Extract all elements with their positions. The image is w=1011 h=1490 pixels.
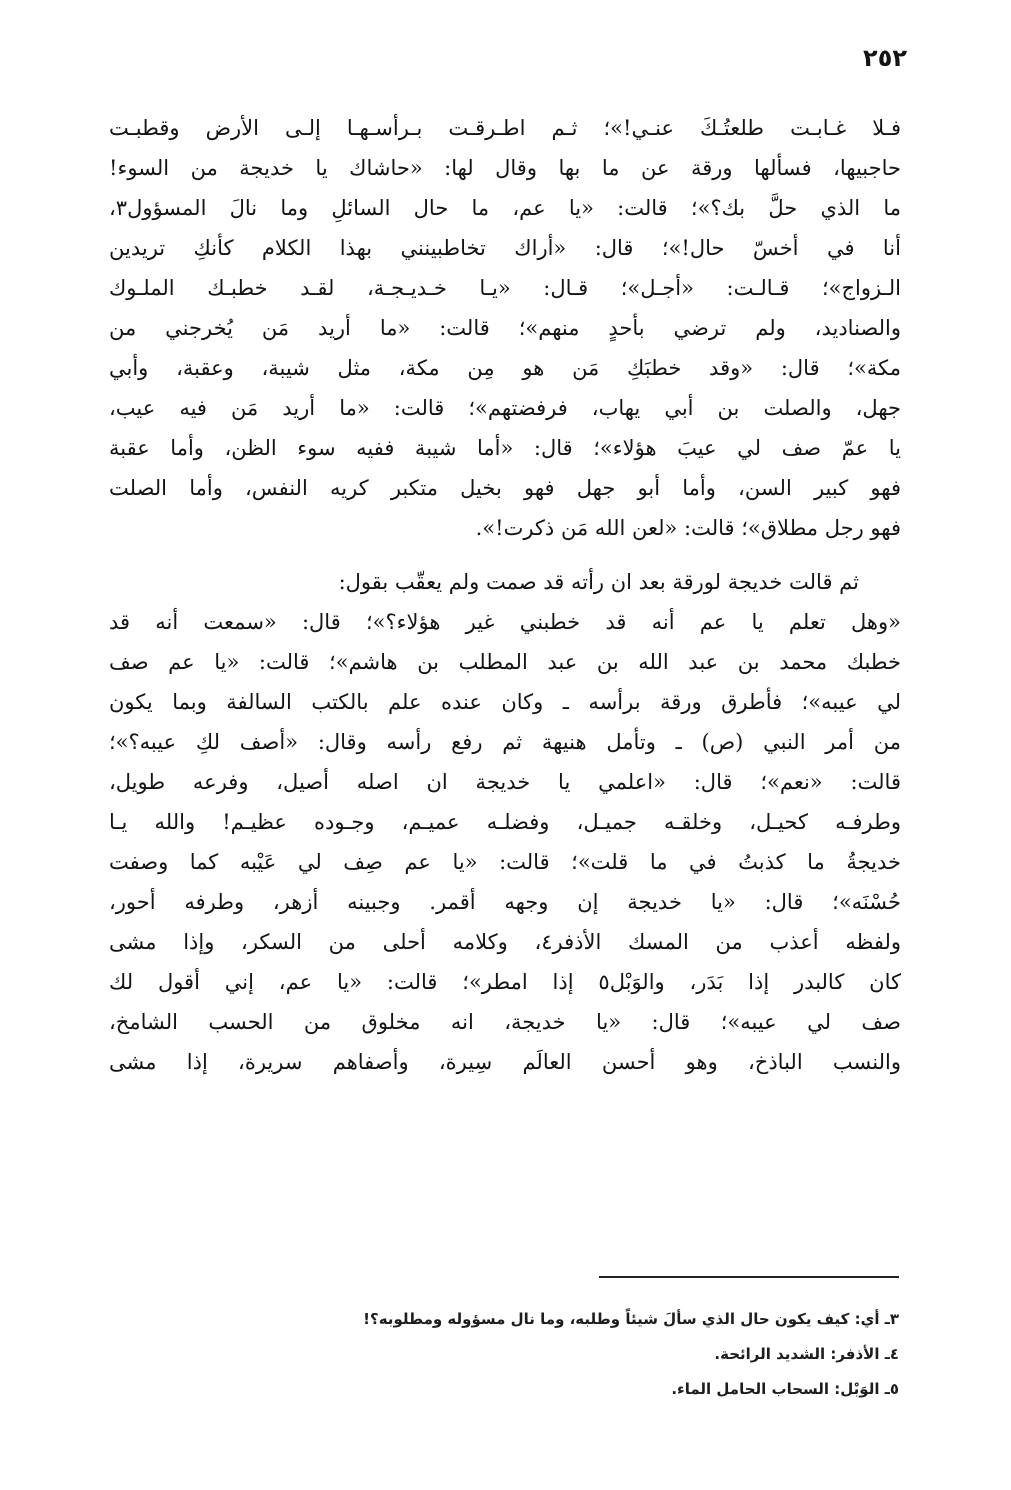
text-line: ثم قالت خديجة لورقة بعد ان رأته قد صمت ولم يعقّب بقول:	[338, 570, 859, 594]
footnotes	[99, 1302, 899, 1407]
text-line: والصناديد، ولم ترضي بأحدٍ منهم»؛ قالت: «ما أريد مَن يُخرجني من	[109, 316, 901, 340]
text-line: وطرفـه كحيـل، وخلقـه جميـل، وفضلـه عميـم، وجـوده عظيـم! والله يـا	[109, 810, 901, 834]
text-line: ما الذي حلَّ بك؟»؛ قالت: «يا عم، ما حال السائلِ وما نالَ المسؤول٣،	[109, 196, 901, 220]
text-line: خطبك محمد بن عبد الله بن عبد المطلب بن هاشم»؛ قالت: «يا عم صف	[109, 650, 901, 674]
text-line: من أمر النبي (ص) ـ وتأمل هنيهة ثم رفع رأسه وقال: «أصف لكِ عيبه؟»؛	[109, 730, 901, 754]
text-line: جهل، والصلت بن أبي يهاب، فرفضتهم»؛ قالت: «ما أريد مَن فيه عيب،	[109, 396, 901, 420]
page-number: ٢٥٢	[863, 44, 907, 72]
paragraph	[109, 108, 901, 548]
text-line: فهو رجل مطلاق»؛ قالت: «لعن الله مَن ذكرت!».	[475, 516, 901, 540]
paragraph	[109, 562, 901, 1082]
text-line: صف لي عيبه»؛ قال: «يا خديجة، انه مخلوق من الحسب الشامخ،	[109, 1010, 901, 1034]
text-line: خديجةُ ما كذبتُ في ما قلت»؛ قالت: «يا عم صِف لي عَيْبه كما وصفت	[109, 850, 901, 874]
text-line: حُسْنَه»؛ قال: «يا خديجة إن وجهه أقمر. وجبينه أزهر، وطرفه أحور،	[109, 890, 901, 914]
text-line: أنا في أخسّ حال!»؛ قال: «أراك تخاطبينني بهذا الكلام كأنكِ تريدين	[109, 236, 901, 260]
text-line: والنسب الباذخ، وهو أحسن العالَم سِيرة، وأصفاهم سريرة، إذا مشى	[109, 1050, 901, 1074]
main-text	[109, 108, 901, 1082]
text-line: يا عمّ صف لي عيبَ هؤلاء»؛ قال: «أما شيبة ففيه سوء الظن، وأما عقبة	[109, 436, 901, 460]
text-line: حاجبيها، فسألها ورقة عن ما بها وقال لها: «حاشاك يا خديجة من السوء!	[109, 156, 901, 180]
text-line: كان كالبدر إذا بَدَر، والوَبْل٥ إذا امطر»؛ قالت: «يا عم، إني أقول لك	[109, 970, 901, 994]
text-line: فـلا غـابـت طلعتُـكَ عنـي!»؛ ثـم اطـرقـت بـرأسـهـا إلـى الأرض وقطبـت	[109, 116, 901, 140]
footnote: ٣ـ أي: كيف يكون حال الذي سألَ شيئاً وطلبه، وما نال مسؤوله ومطلوبه؟!	[363, 1310, 899, 1328]
text-line: لي عيبه»؛ فأطرق ورقة برأسه ـ وكان عنده علم بالكتب السالفة وبما يكون	[109, 690, 901, 714]
footnote: ٤ـ الأذفر: الشديد الرائحة.	[714, 1345, 899, 1363]
text-line: مكة»؛ قال: «وقد خطبَكِ مَن هو مِن مكة، مثل شيبة، وعقبة، وأبي	[109, 356, 901, 380]
text-line: ولفظه أعذب من المسك الأذفر٤، وكلامه أحلى من السكر، وإذا مشى	[109, 930, 901, 954]
text-line: «وهل تعلم يا عم أنه قد خطبني غير هؤلاء؟»؛ قال: «سمعت أنه قد	[109, 610, 901, 634]
text-line: الـزواج»؛ قـالـت: «أجـل»؛ قـال: «يـا خـديـجـة، لقـد خطبـك الملـوك	[109, 276, 901, 300]
text-line: فهو كبير السن، وأما أبو جهل فهو بخيل متكبر كريه النفس، وأما الصلت	[109, 476, 901, 500]
text-line: قالت: «نعم»؛ قال: «اعلمي يا خديجة ان اصله أصيل، وفرعه طويل،	[109, 770, 901, 794]
footnote-divider	[599, 1276, 899, 1278]
footnote: ٥ـ الوَبْل: السحاب الحامل الماء.	[671, 1380, 899, 1398]
